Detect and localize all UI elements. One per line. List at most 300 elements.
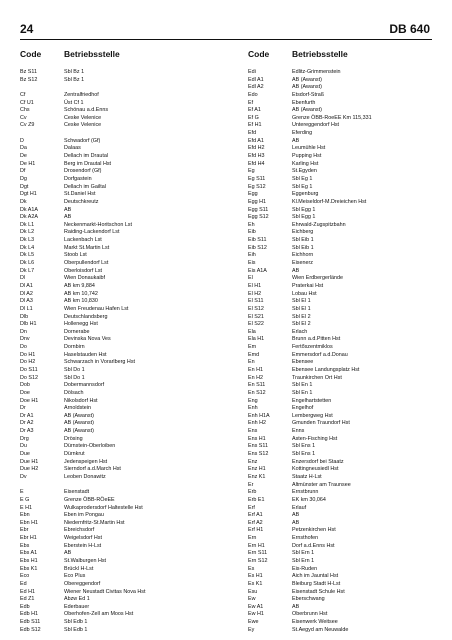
table-row [248,550,438,558]
table-row [248,306,438,314]
code-cell: Eib S11 [248,237,267,244]
code-cell: Edb H1 [20,611,38,618]
code-cell: Ef [248,99,254,106]
code-cell: Ens S12 [248,451,269,458]
code-cell: Enz K1 [248,473,266,480]
code-cell: Egg S11 [248,206,269,213]
table-row [248,512,438,520]
station-cell: St.Egyden [292,168,317,175]
table-row [248,382,438,390]
station-cell: Karling Hst [292,160,319,167]
code-cell: Eg S12 [248,183,266,190]
table-row [20,420,210,428]
code-cell: Ern H1 [248,542,265,549]
station-header: Betriebsstelle [292,49,348,59]
table-row [248,451,438,459]
station-cell: Emmersdorf a.d.Donau [292,351,348,358]
station-cell: Sbl Eg 1 [292,183,313,190]
station-cell: Sbl El 1 [292,305,311,312]
table-row [20,352,210,360]
code-cell: Dl L1 [20,305,33,312]
code-cell: Edb S12 [20,626,41,633]
table-row [248,237,438,245]
table-row [20,306,210,314]
code-cell: Ew [248,596,256,603]
code-cell: Efd H3 [248,153,265,160]
table-row [20,367,210,375]
station-cell: AB [64,214,72,221]
code-cell: Dk L5 [20,252,35,259]
code-cell: Enh [248,405,258,412]
table-row [248,558,438,566]
station-cell: Edlitz-Grimmenstein [292,69,341,75]
code-cell: Du [20,443,27,450]
table-row [20,168,210,176]
station-cell: Üst Cf 1 [64,99,84,106]
station-cell: Sbl El 1 [292,298,311,305]
code-cell: Eg S11 [248,175,266,182]
table-row [248,275,438,283]
code-cell: En [248,359,255,366]
right-column-header [248,49,438,61]
table-row [248,77,438,85]
code-cell: Dl A2 [20,290,33,297]
code-cell: Ebr H1 [20,535,37,542]
code-cell: Enh H1A [248,412,270,419]
table-row [20,153,210,161]
table-row [20,505,210,513]
table-row [248,367,438,375]
table-row [248,520,438,528]
code-cell: Erb E1 [248,496,265,503]
table-row [248,390,438,398]
code-cell: Do S12 [20,374,38,381]
station-cell: Brückl H-Lst [64,565,94,572]
station-cell: Lackenbach Lst [64,237,102,244]
table-row [20,84,210,92]
code-cell: Dl A1 [20,282,33,289]
code-cell: Dk A1A [20,206,38,213]
station-cell: Dornerabe [64,328,90,335]
table-row [20,573,210,581]
code-cell: Dr A2 [20,420,34,427]
code-cell: Eg [248,168,255,175]
station-cell: Schwarzach in Vorarlberg Hst [64,359,136,366]
station-cell: Ederbauer [64,603,90,610]
station-cell: Staatz H-Lst [292,473,322,480]
station-cell: Schwadorf (Gf) [64,137,101,144]
code-cell: Ern S11 [248,550,268,557]
station-cell: Sierndorf a.d.March Hst [64,466,121,473]
table-row [20,436,210,444]
table-row [20,581,210,589]
code-cell: Egg S12 [248,214,269,221]
station-cell: AB (Awanst) [292,84,322,91]
station-cell: AB (Awanst) [64,428,94,435]
code-cell: Ew A1 [248,603,264,610]
table-row [248,596,438,604]
station-cell: Brunn a.d.Pitten Hst [292,336,341,343]
station-cell: Enns [292,428,305,435]
table-row [20,283,210,291]
code-cell: Ebs H1 [20,558,38,564]
code-cell: Ew H1 [248,611,264,618]
left-row-list [20,69,210,634]
table-row [20,527,210,535]
station-cell: St.Aegyd am Neuwalde [292,626,349,633]
code-cell: Df [20,168,26,175]
station-cell: Ceske Velenice [64,122,102,129]
code-cell: Ebn H1 [20,519,38,526]
station-cell: Sbl Egg 1 [292,206,316,213]
station-cell: Ebenfurth [292,99,316,106]
station-cell: Engelhof [292,405,314,412]
table-row [248,604,438,612]
station-cell: Oberpullendorf Lst [64,260,109,267]
code-cell: Ed [20,580,27,587]
table-row [248,138,438,146]
code-cell: Dl A3 [20,298,33,305]
table-row [248,505,438,513]
code-cell: E [20,489,24,496]
code-header: Code [248,49,270,59]
table-row [248,268,438,276]
station-cell: Wiener Neustadt Civitas Nova Hst [64,588,146,595]
code-cell: Dl [20,275,26,282]
table-row [20,275,210,283]
code-cell: Doe H1 [20,397,39,404]
code-cell: Dk L4 [20,244,35,251]
station-cell: Eisenstadt [64,489,90,496]
code-cell: De H1 [20,160,36,167]
code-cell: Eib S12 [248,244,267,251]
station-cell: Ceske Velenice [64,114,102,121]
table-row [20,520,210,528]
station-cell: Sbl Edb 1 [64,626,88,633]
station-cell: Sbl Do 1 [64,374,85,381]
table-row [20,619,210,627]
code-cell: Chs [20,107,30,114]
table-row [248,222,438,230]
code-cell: Eng [248,397,258,404]
table-row [248,543,438,551]
station-cell: AB [292,137,300,144]
table-row [248,92,438,100]
code-cell: El S11 [248,298,264,305]
table-row [248,474,438,482]
table-row [248,336,438,344]
station-cell: Sbl Ens 1 [292,443,316,450]
table-row [20,321,210,329]
station-cell: Lobau Hst [292,290,317,297]
table-row [248,168,438,176]
station-cell: Ernsthofen [292,535,319,542]
table-row [248,321,438,329]
code-cell: Ebs A1 [20,550,38,557]
station-cell: Ernstbrunn [292,489,319,496]
table-row [248,527,438,535]
station-cell: Ebreichsdorf [64,527,95,534]
station-cell: Markt St.Martin Lst [64,244,110,251]
table-row [20,260,210,268]
station-cell: Praterkai Hst [292,282,324,289]
code-cell: El S12 [248,305,264,312]
table-row [248,214,438,222]
code-cell: Ern S12 [248,558,268,564]
station-cell: St.Walburgen Hst [64,558,107,564]
station-cell: Eberschwang [292,596,325,603]
table-row [248,252,438,260]
table-row [20,214,210,222]
page-number: 24 [20,22,34,36]
code-cell: Esu [248,588,258,595]
table-row [20,489,210,497]
table-row [20,222,210,230]
code-cell: Eh [248,221,255,228]
code-cell: Efd A1 [248,137,264,144]
table-row [20,336,210,344]
station-cell: Eis-Ruden [292,565,318,572]
station-cell: Schönau a.d.Enns [64,107,109,114]
station-cell: Ebensee Landungsplatz Hst [292,366,360,373]
station-cell: Leoben Donawitz [64,473,106,480]
station-cell: AB [64,206,72,213]
station-cell: Sbl El 2 [292,313,311,320]
station-cell: Dürnstein-Oberloiben [64,443,116,450]
station-cell: St.Daniel Hst [64,191,96,198]
station-cell: AB (Awanst) [64,420,94,427]
station-cell: Eisenstadt Schule Hst [292,588,345,595]
table-row [20,130,210,138]
station-cell: AB (Awanst) [64,412,94,419]
code-cell: Dr A1 [20,412,34,419]
station-cell: Dorf a.d.Enns Hst [292,542,335,549]
code-cell: Ewe [248,619,259,626]
code-cell: Drg [20,435,29,442]
code-cell: Dg [20,175,27,182]
station-cell: Petzenkirchen Hst [292,527,336,534]
code-cell: E H1 [20,504,32,511]
table-row [248,283,438,291]
station-cell: Devinska Nova Ves [64,336,111,343]
table-row [20,229,210,237]
code-cell: Cf U1 [20,99,34,106]
table-row [248,115,438,123]
code-cell: El S22 [248,321,264,328]
table-row [248,352,438,360]
table-row [20,314,210,322]
table-row [20,92,210,100]
code-cell: Erb [248,489,257,496]
station-cell: Wulkaprodersdorf Haltestelle Hst [64,504,143,511]
station-cell: Wien Donaukaibf [64,275,106,282]
station-cell: AB km 10,830 [64,298,98,305]
station-cell: AB [292,267,300,274]
table-row [20,550,210,558]
station-cell: Dürnkrut [64,451,85,458]
station-cell: Eisenerz [292,260,313,267]
station-cell: Ebensee [292,359,314,366]
table-row [248,84,438,92]
station-cell: Drosendorf (Gf) [64,168,102,175]
station-cell: Oberloisdorf Lst [64,267,103,274]
table-row [248,482,438,490]
table-row [20,382,210,390]
station-cell: Sbl Egg 1 [292,214,316,221]
station-cell: Weigelsdorf Hst [64,535,102,542]
station-cell: Wien Erdbergerlände [292,275,343,282]
code-header: Code [20,49,42,59]
code-cell: Es [248,565,255,572]
table-row [20,237,210,245]
station-cell: Lembergweg Hst [292,412,333,419]
code-cell: El H2 [248,290,262,297]
left-column-header [20,49,210,61]
code-cell: Efd [248,130,257,137]
table-row [20,199,210,207]
table-row [20,413,210,421]
station-cell: Altmünster am Traunsee [292,481,351,488]
code-cell: Dgt H1 [20,191,37,198]
station-cell: Eco Plus [64,573,86,580]
table-row [20,443,210,451]
station-cell: Eferding [292,130,313,137]
code-cell: Ef A1 [248,107,261,114]
table-row [248,611,438,619]
station-cell: Bleiburg Stadt H-Lst [292,580,341,587]
code-cell: Dv [20,473,27,480]
station-cell: Dalaas [64,145,81,152]
code-cell: Do H2 [20,359,36,366]
code-cell: Due H1 [20,458,39,465]
code-cell: Cf [20,91,26,98]
station-cell: Etsdorf-Straß [292,91,325,98]
table-row [20,122,210,130]
code-cell: Edo [248,91,258,98]
table-row [248,619,438,627]
code-cell: Erf [248,504,255,511]
code-cell: Dr A3 [20,428,34,435]
station-cell: Sbl Eib 1 [292,237,314,244]
station-cell: Drösing [64,435,83,442]
station-cell: Dobermannsdorf [64,382,105,389]
station-cell: Leumühle Hst [292,145,326,152]
table-row [248,344,438,352]
table-row [20,466,210,474]
station-cell: AB [64,550,72,557]
table-row [20,497,210,505]
table-row [248,497,438,505]
table-row [20,604,210,612]
table-row [248,398,438,406]
table-row [248,375,438,383]
station-cell: AB (Awanst) [292,107,322,114]
code-cell: Egg H1 [248,198,266,205]
table-row [20,428,210,436]
station-cell: Neckenmarkt-Horitschon Lst [64,221,133,228]
station-cell: Gmunden Traundorf Hst [292,420,350,427]
table-row [20,566,210,574]
station-cell: Sbl Eib 1 [292,244,314,251]
station-cell: Untereggendorf Hst [292,122,340,129]
code-cell: Dgt [20,183,29,190]
code-cell: Dnv [20,336,30,343]
table-row [20,405,210,413]
code-cell: Do [20,344,27,351]
station-cell: Eisenwerk Weitsee [292,619,338,626]
code-cell: Due [20,451,30,458]
table-row [20,482,210,490]
station-cell: Erlauf [292,504,307,511]
table-row [248,573,438,581]
code-cell: Ela [248,328,256,335]
station-cell: Eben im Pongau [64,512,104,519]
table-row [248,428,438,436]
table-row [20,100,210,108]
station-cell: Zentralfriedhof [64,91,99,98]
table-row [20,291,210,299]
station-cell: Sbl El 2 [292,321,311,328]
station-cell: Sbl Ens 1 [292,451,316,458]
code-cell: Ed Z1 [20,596,35,603]
table-row [248,229,438,237]
table-row [248,100,438,108]
code-cell: Dr [20,405,26,412]
table-row [248,260,438,268]
station-cell: Pupping Hst [292,153,322,160]
station-cell: Engelhartstetten [292,397,332,404]
station-cell: Sbl Ern 1 [292,558,315,564]
station-cell: Abzw Ed 1 [64,596,90,603]
code-cell: Ed H1 [20,588,35,595]
code-cell: Ey [248,626,255,633]
code-cell: E G [20,496,30,503]
table-row [20,451,210,459]
code-cell: Dn [20,328,27,335]
station-cell: Sbl Bz 1 [64,69,85,75]
table-row [20,329,210,337]
code-cell: Bz S12 [20,76,38,83]
station-cell: AB (Awanst) [292,76,322,83]
code-cell: Bz S11 [20,69,37,75]
table-row [248,145,438,153]
station-cell: AB [292,519,300,526]
code-cell: Ens S11 [248,443,268,450]
station-cell: Dellach im Gailtal [64,183,106,190]
station-cell: Sbl Edb 1 [64,619,88,626]
code-cell: D [20,137,24,144]
table-row [248,161,438,169]
station-cell: Jedenspeigen Hst [64,458,108,465]
table-row [248,314,438,322]
code-cell: Edl A1 [248,76,264,83]
station-header: Betriebsstelle [64,49,120,59]
table-row [248,535,438,543]
station-cell: Eberstein H-Lst [64,542,102,549]
code-cell: Doe [20,389,30,396]
station-cell: Berg im Drautal Hst [64,160,112,167]
station-cell: Sbl En 1 [292,389,313,396]
code-cell: En S11 [248,382,266,389]
station-cell: Raiding-Lackendorf Lst [64,229,120,236]
table-row [20,69,210,77]
station-cell: Erlach [292,328,308,335]
code-cell: Dk L3 [20,237,35,244]
table-row [20,191,210,199]
table-row [248,443,438,451]
code-cell: Emd [248,351,260,358]
code-cell: Dk L1 [20,221,35,228]
